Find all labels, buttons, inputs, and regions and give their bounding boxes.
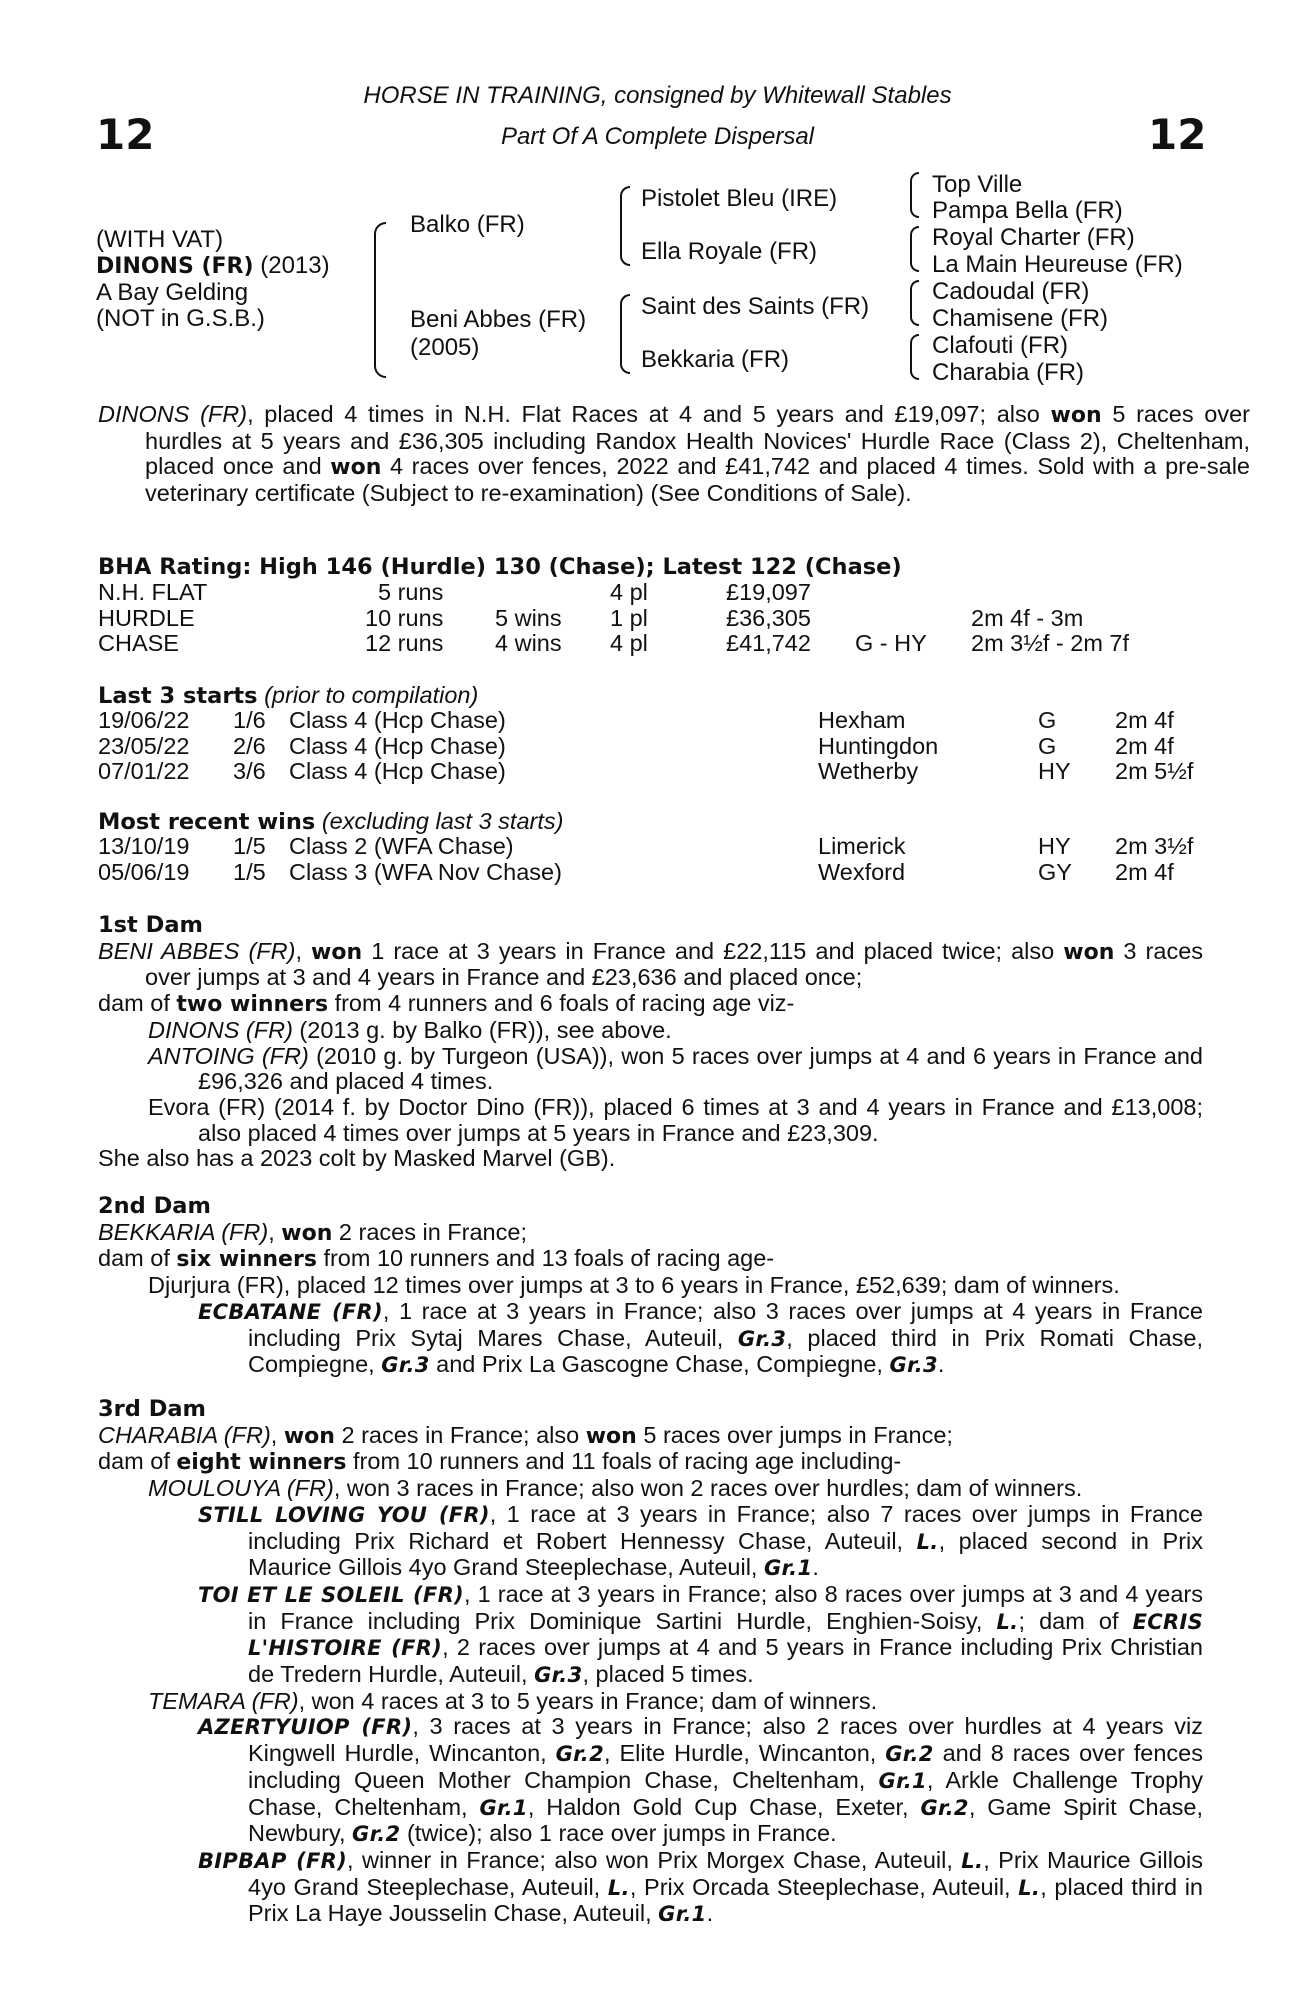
winners-count: six winners: [176, 1247, 317, 1273]
grade-badge: L.: [996, 1609, 1019, 1634]
record-runs: 12 runs: [365, 630, 444, 657]
grade-badge: Gr.2: [555, 1742, 604, 1767]
record-prize: £41,742: [726, 630, 811, 657]
dam-name: BENI ABBES (FR): [98, 937, 296, 964]
start-position: 2/6: [233, 732, 266, 759]
winners-count: two winners: [176, 992, 329, 1018]
grade-badge: L.: [961, 1848, 984, 1873]
foal-text: and 8 races over fences including Queen Mother Champion Chase, Cheltenham,: [248, 1740, 1203, 1793]
dam-text: 1 race at 3 years in France and £22,115 and placed twice; also: [362, 937, 1064, 964]
record-placed: 4 pl: [610, 579, 648, 605]
foal-text: Djurjura (FR), placed 12 times over jumps at 3 to 6 years in France, £52,639; dam of winners.: [148, 1272, 1120, 1299]
foal-text: , Game Spirit Chase, Newbury,: [248, 1793, 1203, 1847]
win-position: 1/5: [233, 858, 266, 885]
win-distance: 2m 3½f: [1115, 833, 1194, 859]
grade-badge: Gr.1: [479, 1795, 528, 1820]
dam-of-label: dam of: [98, 1245, 177, 1272]
record-distance: 2m 3½f - 2m 7f: [971, 630, 1130, 657]
foal-name: ECBATANE (FR): [198, 1299, 383, 1324]
record-wins: 4 wins: [495, 630, 562, 657]
won-label: won: [1063, 939, 1115, 965]
start-race: Class 4 (Hcp Chase): [289, 707, 506, 733]
foal-name: MOULOUYA (FR): [148, 1475, 334, 1502]
foal-text: (2013 g. by Balko (FR)), see above.: [292, 1016, 672, 1043]
foal-text: , placed 5 times.: [582, 1661, 754, 1688]
ancestor-g3-2: Pampa Bella (FR): [932, 197, 1123, 224]
start-distance: 2m 4f: [1115, 707, 1174, 733]
start-date: 23/05/22: [98, 732, 190, 759]
record-distance: 2m 4f - 3m: [971, 604, 1084, 631]
start-going: HY: [1038, 758, 1071, 785]
foal-text: , won 4 races at 3 to 5 years in France; dam of winners.: [298, 1687, 878, 1714]
start-course: Hexham: [818, 707, 906, 733]
horse-name: DINONS (FR): [96, 254, 254, 279]
foal-text: , won 3 races in France; also won 2 races over hurdles; dam of winners.: [333, 1475, 1083, 1502]
record-type: CHASE: [98, 630, 179, 657]
dam-text: 5 races over jumps in France;: [636, 1421, 953, 1448]
grade-badge: Gr.1: [658, 1902, 707, 1927]
summary-text: , placed 4 times in N.H. Flat Races at 4 and 5 years and £19,097; also: [247, 401, 1051, 427]
recent-wins-heading: [98, 808, 563, 835]
horse-year: (2013): [260, 252, 330, 279]
dam-of-text: from 10 runners and 11 foals of racing age including-: [346, 1448, 902, 1475]
record-prize: £36,305: [726, 604, 811, 631]
win-race: Class 3 (WFA Nov Chase): [289, 858, 562, 885]
ancestor-g3-5: Cadoudal (FR): [932, 278, 1090, 305]
pedigree-brace: [910, 334, 919, 380]
foal-text: , 1 race at 3 years in France; also 3 races over jumps at 4 years in France including Prix Sytaj Mares Chase, Auteuil,: [248, 1297, 1204, 1351]
sire-dam: Ella Royale (FR): [641, 238, 818, 265]
foal-text: , 2 races over jumps at 4 and 5 years in France including Prix Christian de Tredern Hurdle, Auteuil,: [248, 1634, 1204, 1688]
foal-name: ECRIS L'HISTOIRE (FR): [248, 1609, 1203, 1661]
ancestor-g3-1: Top Ville: [932, 171, 1023, 198]
dam-text: 2 races in France;: [332, 1218, 527, 1245]
bha-rating: BHA Rating: High 146 (Hurdle) 130 (Chase); Latest 122 (Chase): [98, 554, 902, 580]
win-course: Limerick: [818, 833, 906, 859]
grade-badge: Gr.2: [920, 1795, 969, 1820]
won-label: won: [283, 1423, 335, 1449]
grade-badge: Gr.2: [352, 1822, 401, 1847]
ancestor-g3-6: Chamisene (FR): [932, 305, 1109, 332]
start-position: 1/6: [233, 707, 266, 733]
foal-text: , Prix Orcada Steeplechase, Auteuil,: [629, 1873, 1019, 1900]
start-date: 07/01/22: [98, 758, 190, 785]
won-label: won: [330, 455, 382, 481]
third-dam-title: 3rd Dam: [98, 1396, 206, 1422]
dam-of-text: from 10 runners and 13 foals of racing age-: [316, 1245, 775, 1272]
foal-name: STILL LOVING YOU (FR): [198, 1502, 490, 1527]
pedigree-brace: [910, 226, 919, 272]
recent-wins-title: Most recent wins: [98, 809, 316, 835]
dam-of-label: dam of: [98, 990, 177, 1017]
win-going: HY: [1038, 833, 1071, 859]
dam-text: 3 races over jumps at 3 and 4 years in France and £23,636 and placed once;: [145, 937, 1204, 991]
dam: Beni Abbes (FR): [410, 306, 587, 333]
vat-label: (WITH VAT): [96, 226, 224, 253]
horse-summary: [98, 402, 1250, 507]
recent-wins-note: (excluding last 3 starts): [321, 808, 564, 834]
foal-text: , Arkle Challenge Trophy Chase, Cheltenham,: [248, 1766, 1203, 1820]
horse-title: [96, 252, 330, 280]
foal-name: AZERTYUIOP (FR): [198, 1715, 413, 1740]
ancestor-g3-3: Royal Charter (FR): [932, 224, 1135, 251]
foal-text: , placed second in Prix Maurice Gillois 4yo Grand Steeplechase, Auteuil,: [248, 1527, 1204, 1581]
ancestor-g3-4: La Main Heureuse (FR): [932, 251, 1183, 278]
grade-badge: Gr.1: [763, 1556, 813, 1581]
dam-name: CHARABIA (FR): [98, 1421, 271, 1448]
pedigree-brace: [620, 294, 630, 374]
record-type: HURDLE: [98, 604, 195, 631]
header-subtitle: Part Of A Complete Dispersal: [501, 123, 814, 150]
ancestor-g3-7: Clafouti (FR): [932, 332, 1069, 359]
foal-name: ANTOING (FR): [148, 1042, 309, 1069]
start-going: G: [1038, 707, 1057, 733]
record-wins: 5 wins: [495, 604, 562, 631]
pedigree-brace: [910, 280, 919, 326]
second-dam-title: 2nd Dam: [98, 1193, 211, 1219]
header-title: HORSE IN TRAINING, consigned by Whitewall Stables: [363, 82, 952, 109]
start-distance: 2m 5½f: [1115, 758, 1194, 785]
grade-badge: Gr.1: [878, 1768, 927, 1793]
record-placed: 4 pl: [610, 630, 648, 657]
foal-text: ; dam of: [1018, 1607, 1133, 1634]
grade-badge: Gr.3: [737, 1326, 787, 1351]
dam-also-note: She also has a 2023 colt by Masked Marvel (GB).: [98, 1145, 616, 1172]
won-label: won: [585, 1423, 637, 1449]
foal-text: , Elite Hurdle, Wincanton,: [604, 1740, 886, 1767]
win-course: Wexford: [818, 858, 906, 885]
win-position: 1/5: [233, 833, 266, 859]
start-going: G: [1038, 732, 1057, 759]
horse-description: A Bay Gelding: [96, 279, 249, 306]
foal-text: (2010 g. by Turgeon (USA)), won 5 races over jumps at 4 and 6 years in France and £96,326 and placed 4 times.: [198, 1042, 1204, 1095]
win-distance: 2m 4f: [1115, 858, 1174, 885]
lot-number-left: 12: [96, 110, 155, 159]
grade-badge: L.: [916, 1529, 939, 1554]
winners-count: eight winners: [176, 1450, 347, 1476]
dam-of-label: dam of: [98, 1448, 177, 1475]
record-type: N.H. FLAT: [98, 579, 208, 605]
foal-text: , winner in France; also won Prix Morgex Chase, Auteuil,: [347, 1846, 962, 1873]
grade-badge: Gr.2: [885, 1742, 934, 1767]
start-distance: 2m 4f: [1115, 732, 1174, 759]
win-race: Class 2 (WFA Chase): [289, 833, 514, 859]
foal-text: (twice); also 1 race over jumps in France.: [400, 1820, 837, 1847]
won-label: won: [311, 939, 363, 965]
record-runs: 10 runs: [365, 604, 444, 631]
win-date: 13/10/19: [98, 833, 190, 859]
record-placed: 1 pl: [610, 604, 648, 631]
third-dam-section: 3rd Dam CHARABIA (FR), won 2 races in France; also won 5 races over jumps in France; dam of eight winners from 10 runners and 11 foals of racing age including- MOULOUYA (FR), won 3 races in France; also won 2 races over hurdles; dam of winners. STILL LOVING YOU (FR), 1 race at 3 years in France; also 7 races over jumps in France including Prix Richard et Robert Hennessy Chase, Auteuil, L., placed second in Prix Maurice Gillois 4yo Grand Steeplechase, Auteuil, Gr.1. TOI ET LE SOLEIL (FR), 1 race at 3 years in France; also 8 races over jumps at 3 and 4 years in France including Prix Dominique Sartini Hurdle, Enghien-Soisy, L.; dam of ECRIS L'HISTOIRE (FR), 2 races over jumps at 4 and 5 years in France including Prix Christian de Tredern Hurdle, Auteuil, Gr.3, placed 5 times. TEMARA (FR), won 4 races at 3 to 5 years in France; dam of winners. AZERTYUIOP (FR), 3 races at 3 years in France; also 2 races over hurdles at 4 years viz Kingwell Hurdle, Wincanton, Gr.2, Elite Hurdle, Wincanton, Gr.2 and 8 races over fences including Queen Mother Champion Chase, Cheltenham, Gr.1, Arkle Challenge Trophy Chase, Cheltenham, Gr.1, Haldon Gold Cup Chase, Exeter, Gr.2, Game Spirit Chase, Newbury, Gr.2 (twice); also 1 race over jumps in France. BIPBAP (FR), winner in France; also won Prix Morgex Chase, Auteuil, L., Prix Maurice Gillois 4yo Grand Steeplechase, Auteuil, L., Prix Orcada Steeplechase, Auteuil, L., placed third in Prix La Haye Jousselin Chase, Auteuil, Gr.1.: [98, 1396, 1204, 1927]
foal-text: , 1 race at 3 years in France; also 8 races over jumps at 3 and 4 years in France including Prix Dominique Sartini Hurdle, Enghien-Soisy,: [248, 1580, 1204, 1634]
sire: Balko (FR): [410, 211, 525, 238]
start-position: 3/6: [233, 758, 266, 785]
start-race: Class 4 (Hcp Chase): [289, 732, 506, 759]
summary-text: 5 races over hurdles at 5 years and £36,305 including Randox Health Novices' Hurdle Race (Class 2), Cheltenham, placed once and: [145, 401, 1250, 480]
foal-text: Evora (FR) (2014 f. by Doctor Dino (FR)), placed 6 times at 3 and 4 years in France and £13,008; also placed 4 times over jumps at 5 years in France and £23,309.: [148, 1093, 1203, 1146]
dam-sire: Saint des Saints (FR): [641, 293, 870, 320]
grade-badge: Gr.3: [534, 1663, 583, 1688]
grade-badge: L.: [1018, 1875, 1041, 1900]
won-label: won: [281, 1220, 333, 1246]
grade-badge: L.: [607, 1875, 630, 1900]
summary-text: 4 races over fences, 2022 and £41,742 and placed 4 times. Sold with a pre-sale veterinary certificate (Subject to re-examination) (See Conditions of Sale).: [145, 453, 1250, 507]
foal-text: , placed third in Prix Romati Chase, Compiegne,: [248, 1324, 1203, 1378]
dam-name: BEKKARIA (FR): [98, 1218, 269, 1245]
first-dam-section: 1st Dam BENI ABBES (FR), won 1 race at 3 years in France and £22,115 and placed twice; also won 3 races over jumps at 3 and 4 years in France and £23,636 and placed once; dam of two winners from 4 runners and 6 foals of racing age viz- DINONS (FR) (2013 g. by Balko (FR)), see above. ANTOING (FR) (2010 g. by Turgeon (USA)), won 5 races over jumps at 4 and 6 years in France and £96,326 and placed 4 times. Evora (FR) (2014 f. by Doctor Dino (FR)), placed 6 times at 3 and 4 years in France and £13,008; also placed 4 times over jumps at 5 years in France and £23,309. She also has a 2023 colt by Masked Marvel (GB).: [98, 912, 1204, 1172]
win-date: 05/06/19: [98, 858, 190, 885]
win-going: GY: [1038, 858, 1072, 885]
foal-text: , Prix Maurice Gillois 4yo Grand Steeplechase, Auteuil,: [248, 1846, 1203, 1900]
last3-title: Last 3 starts: [98, 683, 258, 709]
last3-note: (prior to compilation): [264, 682, 479, 708]
summary-horse-name: DINONS (FR): [98, 401, 248, 427]
last3-heading: [98, 682, 478, 709]
record-runs: 5 runs: [378, 579, 444, 605]
grade-badge: Gr.3: [889, 1353, 938, 1378]
grade-badge: Gr.3: [381, 1353, 430, 1378]
won-label: won: [1050, 403, 1102, 428]
foal-name: DINONS (FR): [148, 1016, 293, 1043]
foal-name: TOI ET LE SOLEIL (FR): [198, 1582, 464, 1607]
start-date: 19/06/22: [98, 707, 190, 733]
foal-text: , 3 races at 3 years in France; also 2 races over hurdles at 4 years viz Kingwell Hurdle, Wincanton,: [248, 1713, 1203, 1767]
record-prize: £19,097: [726, 579, 811, 605]
foal-name: TEMARA (FR): [148, 1687, 299, 1714]
foal-text: and Prix La Gascogne Chase, Compiegne,: [429, 1351, 890, 1378]
foal-name: BIPBAP (FR): [198, 1848, 348, 1873]
dam-year: (2005): [410, 334, 480, 361]
gsb-note: (NOT in G.S.B.): [96, 305, 265, 332]
record-going: G - HY: [855, 630, 927, 657]
lot-number-right: 12: [1148, 110, 1207, 159]
dam-of-text: from 4 runners and 6 foals of racing age viz-: [328, 990, 795, 1017]
sire-sire: Pistolet Bleu (IRE): [641, 185, 838, 212]
start-course: Huntingdon: [818, 732, 939, 759]
foal-text: , Haldon Gold Cup Chase, Exeter,: [527, 1793, 921, 1820]
second-dam-section: 2nd Dam BEKKARIA (FR), won 2 races in France; dam of six winners from 10 runners and 13 foals of racing age- Djurjura (FR), placed 12 times over jumps at 3 to 6 years in France, £52,639; dam of winners. ECBATANE (FR), 1 race at 3 years in France; also 3 races over jumps at 4 years in France including Prix Sytaj Mares Chase, Auteuil, Gr.3, placed third in Prix Romati Chase, Compiegne, Gr.3 and Prix La Gascogne Chase, Compiegne, Gr.3.: [98, 1193, 1204, 1378]
foal-text: , 1 race at 3 years in France; also 7 races over jumps in France including Prix Richard et Robert Hennessy Chase, Auteuil,: [248, 1500, 1203, 1554]
pedigree-brace: [374, 222, 386, 378]
start-race: Class 4 (Hcp Chase): [289, 758, 506, 785]
ancestor-g3-8: Charabia (FR): [932, 359, 1085, 386]
pedigree-brace: [620, 186, 630, 266]
start-course: Wetherby: [818, 758, 919, 785]
dam-text: 2 races in France; also: [334, 1421, 586, 1448]
dam-dam: Bekkaria (FR): [641, 346, 790, 373]
foal-text: , placed third in Prix La Haye Jousselin Chase, Auteuil,: [248, 1873, 1203, 1927]
first-dam-title: 1st Dam: [98, 912, 203, 938]
pedigree-brace: [910, 172, 919, 218]
